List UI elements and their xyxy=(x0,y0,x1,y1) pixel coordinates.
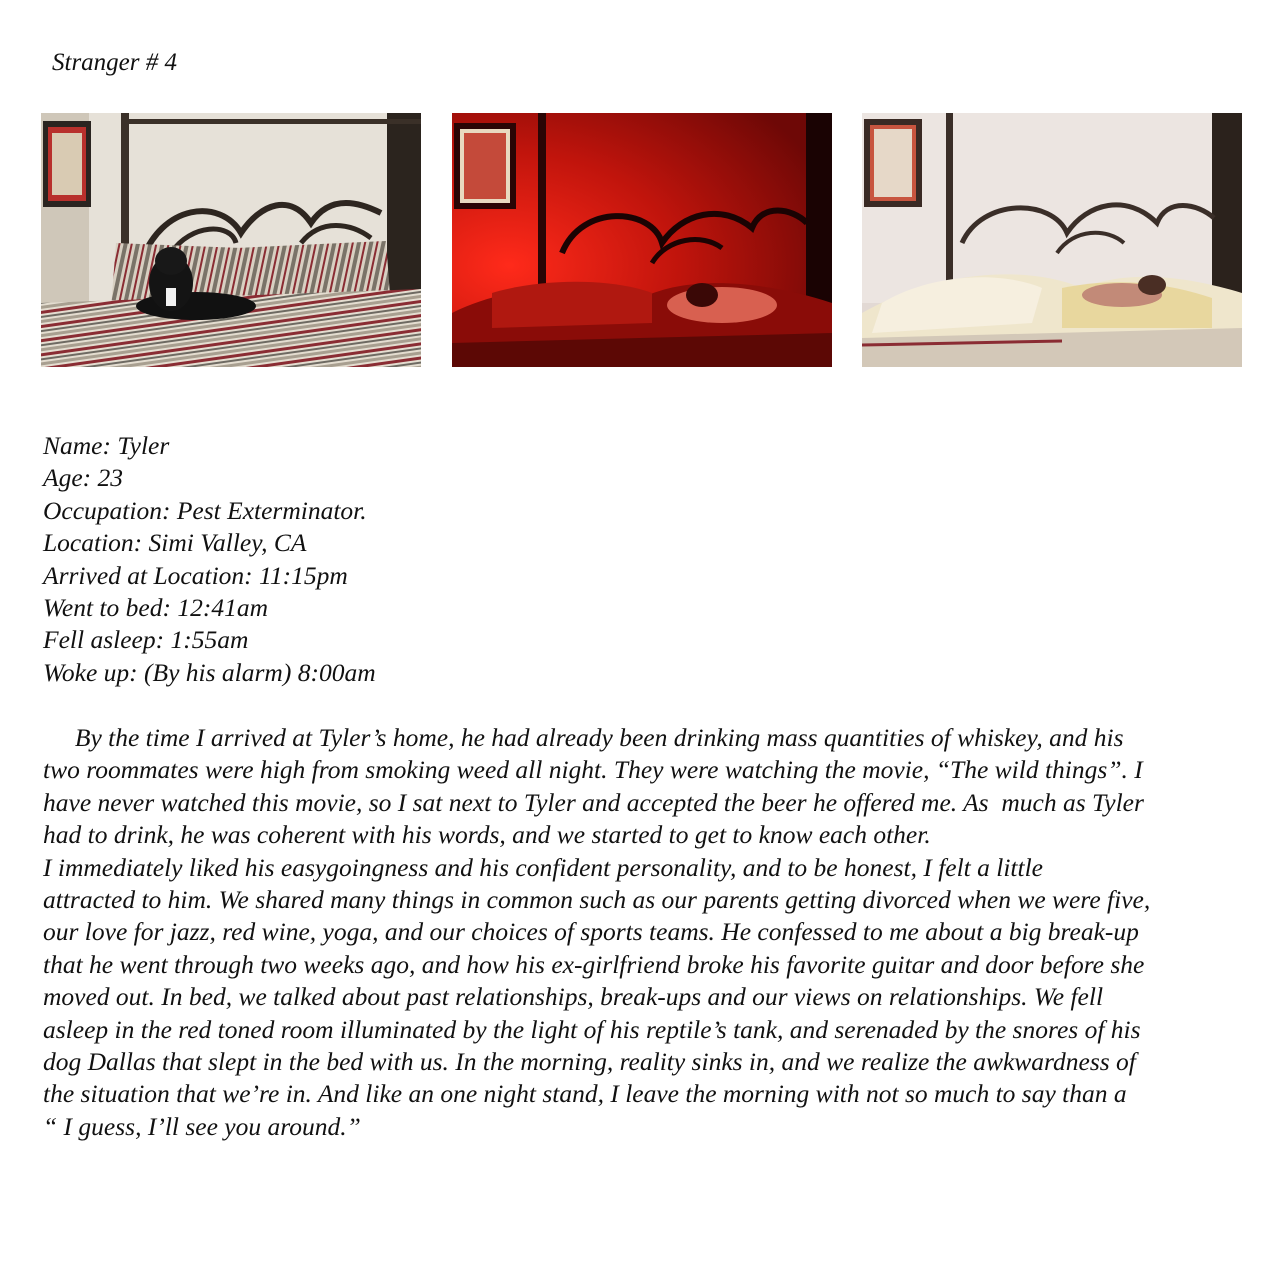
subject-details xyxy=(43,430,376,689)
story-line: “ I guess, I’ll see you around.” xyxy=(43,1111,361,1141)
story-line: had to drink, he was coherent with his words, and we started to get to know each other. xyxy=(43,820,931,850)
story-line: the situation that we’re in. And like an one night stand, I leave the morning with not so much to say than a xyxy=(43,1079,1127,1109)
story-line: By the time I arrived at Tyler’s home, he had already been drinking mass quantities of whiskey, and his xyxy=(43,723,1124,752)
story-line: that he went through two weeks ago, and how his ex-girlfriend broke his favorite guitar and door before she xyxy=(43,949,1145,979)
story-line: I immediately liked his easygoingness and his confident personality, and to be honest, I felt a little xyxy=(43,852,1044,882)
story-line: our love for jazz, red wine, yoga, and our choices of sports teams. He confessed to me about a big break-up xyxy=(43,917,1139,947)
page-title: Stranger # 4 xyxy=(52,49,177,76)
story-line: moved out. In bed, we talked about past relationships, break-ups and our views on relationships. We fell xyxy=(43,982,1104,1012)
story-line: two roommates were high from smoking weed all night. They were watching the movie, “The wild things”. I xyxy=(43,755,1143,785)
story-line: attracted to him. We shared many things in common such as our parents getting divorced when we were five, xyxy=(43,885,1151,915)
wake-time: Woke up: (By his alarm) 8:00am xyxy=(43,657,376,687)
sleep-time: Fell asleep: 1:55am xyxy=(43,625,249,655)
story-line: dog Dallas that slept in the bed with us. In the morning, reality sinks in, and we realize the awkwardness of xyxy=(43,1047,1136,1077)
subject-occupation: Occupation: Pest Exterminator. xyxy=(43,495,367,525)
story-line: have never watched this movie, so I sat next to Tyler and accepted the beer he offered me. As much as Tyler xyxy=(43,787,1144,817)
bed-time: Went to bed: 12:41am xyxy=(43,593,268,623)
subject-name: Name: Tyler xyxy=(43,431,170,460)
morning-bed-photo xyxy=(862,113,1242,367)
story-text xyxy=(43,722,1243,1143)
bed-with-dog-photo xyxy=(41,113,421,367)
arrival-time: Arrived at Location: 11:15pm xyxy=(43,560,348,590)
story-line: asleep in the red toned room illuminated by the light of his reptile’s tank, and serenaded by the snores of his xyxy=(43,1014,1141,1044)
subject-age: Age: 23 xyxy=(43,463,124,493)
red-lit-bed-photo xyxy=(452,113,832,367)
subject-location: Location: Simi Valley, CA xyxy=(43,528,307,558)
